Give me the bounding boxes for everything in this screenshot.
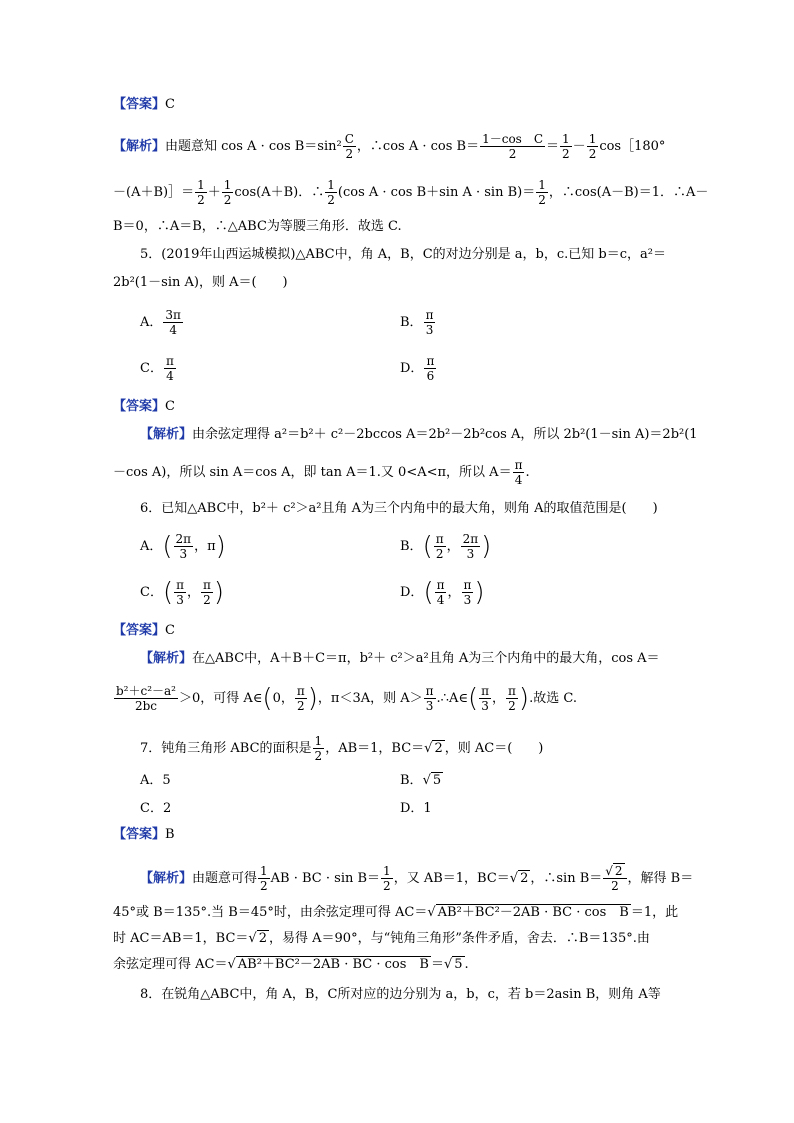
q6-stem: 6．已知△ABC中，b²＋ c²＞a²且角 A为三个内角中的最大角，则角 A的取值范围是( ): [140, 501, 658, 516]
q4-text: －(A＋B)］＝: [113, 185, 195, 200]
q7-analysis-line-3: 时 AC＝AB＝1，BC＝√ 2 ，易得 A＝90°，与“钝角三角形”条件矛盾，舍去．∴B＝135°.由: [113, 931, 650, 946]
q5-stem-2: 2b²(1－sin A)，则 A＝( ): [113, 275, 288, 290]
option-label: A．: [140, 315, 163, 330]
q4-analysis-line-3: B＝0，∴A＝B，∴△ABC为等腰三角形．故选 C.: [113, 219, 402, 234]
q5-analysis-line-2: －cos A)，所以 sin A＝cos A，即 tan A＝1.又 0<A<π，所以 A＝ $\frac{\pi}{4}$ .: [113, 458, 530, 487]
q6-text: ，π＜3A，则 A＞: [317, 691, 423, 706]
q6-analysis-line-1: [140, 650, 660, 668]
option-label: A．: [140, 539, 163, 554]
fraction: $\frac{C}{2}$: [344, 132, 354, 161]
fraction: $\frac{\pi}{6}$: [426, 354, 435, 383]
fraction: $\frac{1}{2}$: [314, 734, 323, 763]
q4-analysis-line-2: [113, 178, 708, 207]
sqrt-icon: √: [443, 957, 453, 972]
answer-tag: 【答案】: [113, 97, 166, 112]
q5-analysis-line-1: [140, 426, 698, 444]
q6-option-a[interactable]: A．( $\frac{2\pi}{3}$ ，π): [140, 531, 226, 562]
fraction: $\frac{\pi}{3}$: [481, 684, 490, 713]
q6-option-b[interactable]: B．( $\frac{\pi}{2}$ ， $\frac{2\pi}{3}$ ): [400, 531, 492, 562]
q7-analysis-line-2: 45°或 B＝135°.当 B＝45°时，由余弦定理可得 AC＝√ AB²＋BC²－2AB · BC · cos B ＝1，此: [113, 905, 679, 920]
q6-text: .故选 C.: [529, 691, 577, 706]
q6-option-c[interactable]: C．( $\frac{\pi}{3}$ ， $\frac{\pi}{2}$ ): [140, 577, 225, 608]
fraction: $\frac{\pi}{2}$: [296, 684, 305, 713]
q5-option-a[interactable]: [140, 308, 184, 337]
fraction: $\frac{1}{2}$: [538, 178, 546, 207]
fraction: $\frac{\pi}{4}$: [436, 578, 445, 607]
q6-option-d[interactable]: D．( $\frac{\pi}{4}$ ， $\frac{\pi}{3}$ ): [400, 577, 485, 608]
q7-stem: 7．钝角三角形 ABC的面积是 $\frac{1}{2}$ ，AB＝1，BC＝√ 2 ，则 AC＝( ): [140, 734, 544, 763]
q6-answer: C: [165, 623, 175, 638]
fraction: $\frac{2\pi}{3}$: [462, 532, 479, 561]
fraction: $\frac{1}{2}$: [223, 178, 232, 207]
fraction: $\frac{1}{2}$: [383, 864, 391, 893]
fraction: $\frac{\pi}{4}$: [514, 458, 523, 487]
option-label: B．: [400, 773, 423, 788]
q4-text: ，∴cos(A－B)＝1．∴A－: [548, 185, 709, 200]
fraction: $\frac{1}{2}$: [588, 132, 597, 161]
fraction: $\frac{\pi}{4}$: [165, 354, 174, 383]
q5-text: 由余弦定理得 a²＝b²＋ c²－2bccos A＝2b²－2b²cos A，所以 2b²(1－sin A)＝2b²(1: [192, 427, 698, 442]
answer-tag: 【答案】: [113, 399, 166, 414]
q4-answer: C: [165, 97, 175, 112]
q6-analysis-line-2: $\frac{\text{b²＋c²－a²}}{2bc}$ ＞0，可得 A∈(0， $\frac{\pi}{2}$ )，π＜3A，则 A＞ $\frac{\pi}{3}$ .∴A∈( $\frac{\pi}{3}$ ， $\frac{\pi}{2}$ ).故选 C.: [116, 683, 577, 714]
sqrt-icon: √: [227, 957, 236, 972]
fraction: $\frac{√ 2}{2}$: [603, 864, 626, 893]
option-label: B．: [400, 539, 423, 554]
q4-text: －: [572, 139, 586, 154]
q6-answer-line: [113, 622, 175, 640]
analysis-tag: 【解析】: [140, 651, 193, 666]
q4-text: ＝: [546, 139, 560, 154]
fraction: $\frac{1}{2}$: [562, 132, 570, 161]
q5-option-d[interactable]: [400, 354, 437, 383]
fraction: $\frac{2\pi}{3}$: [175, 532, 192, 561]
option-label: B．: [400, 315, 423, 330]
q4-analysis-line-1: [113, 132, 665, 161]
q5-option-b[interactable]: [400, 308, 436, 337]
q7-option-b[interactable]: B．√ 5: [400, 773, 442, 788]
analysis-tag: 【解析】: [140, 427, 193, 442]
q4-answer-line: [113, 96, 175, 114]
sqrt-icon: √: [422, 773, 431, 788]
fraction: $\frac{\pi}{3}$: [463, 578, 472, 607]
option-label: C．: [140, 361, 163, 376]
q6-text: 在△ABC中，A＋B＋C＝π，b²＋ c²＞a²且角 A为三个内角中的最大角，cos A＝: [192, 651, 660, 666]
q4-text: 由题意知 cos A · cos B＝sin²: [165, 139, 342, 154]
q7-option-d[interactable]: D．1: [400, 801, 432, 816]
fraction: $\frac{\pi}{3}$: [176, 578, 184, 607]
q5-option-c[interactable]: [140, 354, 177, 383]
analysis-tag: 【解析】: [113, 139, 166, 154]
q4-text: (cos A · cos B＋sin A · sin B)＝: [337, 185, 536, 200]
fraction: $\frac{3\pi}{4}$: [165, 308, 181, 337]
q7-option-c[interactable]: C．2: [140, 801, 172, 816]
q5-answer-line: [113, 398, 175, 416]
q7-answer: B: [165, 827, 175, 842]
fraction: $\frac{1}{2}$: [260, 864, 268, 893]
q5-answer: C: [165, 399, 175, 414]
answer-tag: 【答案】: [113, 827, 166, 842]
sqrt-icon: √: [509, 871, 519, 886]
q7-analysis-line-4: 余弦定理可得 AC＝√ AB²＋BC²－2AB · BC · cos B ＝√ 5 .: [113, 957, 469, 972]
fraction: $\frac{\text{b²＋c²－a²}}{2bc}$: [116, 684, 176, 713]
q4-text: ，∴cos A · cos B＝: [356, 139, 480, 154]
answer-tag: 【答案】: [113, 623, 166, 638]
q4-text: ＋: [207, 185, 221, 200]
analysis-tag: 【解析】: [140, 871, 193, 886]
fraction: $\frac{1}{2}$: [197, 178, 205, 207]
fraction: $\frac{\pi}{2}$: [508, 684, 516, 713]
fraction: $\frac{\pi}{3}$: [425, 308, 434, 337]
sqrt-icon: √: [427, 905, 436, 920]
q4-text: cos［180°: [599, 139, 666, 154]
q7-analysis-line-1: 【解析】由题意可得 $\frac{1}{2}$ AB · BC · sin B＝ $\frac{1}{2}$ ，又 AB＝1，BC＝√ 2 ，∴sin B＝ $\frac{√ 2}{2}$ ，解得 B＝: [140, 864, 694, 893]
q5-stem-1: 5．(2019年山西运城模拟)△ABC中，角 A，B，C的对边分别是 a，b，c.已知 b＝c，a²＝: [140, 247, 666, 262]
fraction: $\frac{\pi}{2}$: [435, 532, 444, 561]
fraction: $\frac{\pi}{2}$: [203, 578, 211, 607]
option-label: D．: [400, 361, 424, 376]
q5-text: －cos A)，所以 sin A＝cos A，即 tan A＝1.又 0<A<π，所以 A＝: [113, 465, 512, 480]
fraction: $\frac{\pi}{3}$: [425, 684, 434, 713]
option-label: D．: [400, 585, 424, 600]
fraction: $\frac{1}{2}$: [327, 178, 335, 207]
q6-text: ＞0，可得 A∈: [179, 691, 263, 706]
q4-text: cos(A＋B)．∴: [234, 185, 325, 200]
fraction: $\frac{\text{1－cos C}}{2}$: [482, 132, 544, 161]
q7-option-a[interactable]: A．5: [140, 773, 171, 788]
sqrt-icon: √: [424, 741, 433, 756]
option-label: C．: [140, 585, 163, 600]
q6-text: .∴A∈: [436, 691, 468, 706]
q8-stem: 8．在锐角△ABC中，角 A，B，C所对应的边分别为 a，b，c，若 b＝2asin B，则角 A等: [140, 987, 661, 1002]
q7-answer-line: [113, 826, 175, 844]
sqrt-icon: √: [248, 931, 257, 946]
